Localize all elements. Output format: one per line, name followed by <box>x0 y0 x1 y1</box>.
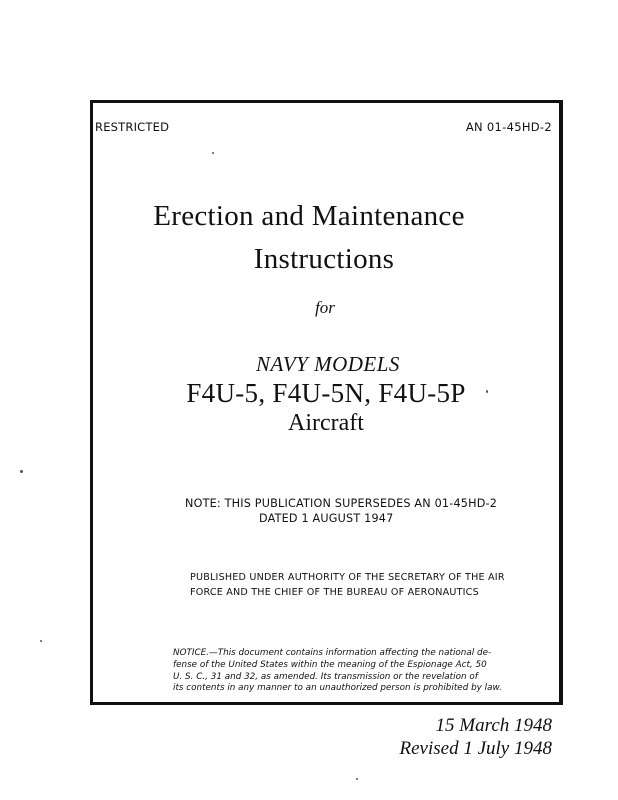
supersedes-note <box>185 496 497 526</box>
aircraft-models: F4U-5, F4U-5N, F4U-5P <box>186 378 466 408</box>
notice-line: U. S. C., 31 and 32, as amended. Its transmission or the revelation of <box>173 671 478 682</box>
document-number: AN 01-45HD-2 <box>465 120 552 134</box>
title-line-2: Instructions <box>253 243 395 275</box>
scan-speck <box>486 390 488 393</box>
published-line-2: FORCE AND THE CHIEF OF THE BUREAU OF AERONAUTICS <box>190 587 479 598</box>
navy-models-heading: NAVY MODELS <box>256 352 400 376</box>
scan-speck <box>40 640 42 642</box>
note-line-2: DATED 1 AUGUST 1947 <box>259 512 394 525</box>
published-line-1: PUBLISHED UNDER AUTHORITY OF THE SECRETARY OF THE AIR <box>190 572 505 583</box>
notice-line: NOTICE.—This document contains information affecting the national de- <box>173 648 492 658</box>
note-line-1: NOTE: THIS PUBLICATION SUPERSEDES AN 01-45HD-2 <box>185 497 498 510</box>
scan-speck <box>20 470 23 473</box>
issue-date: 15 March 1948 <box>435 715 552 736</box>
notice-line: fense of the United States within the meaning of the Espionage Act, 50 <box>173 659 487 670</box>
notice-line: its contents in any manner to an unauthorized person is prohibited by law. <box>173 683 502 694</box>
aircraft-label: Aircraft <box>288 410 364 436</box>
espionage-notice <box>173 648 502 695</box>
classification-label: RESTRICTED <box>95 120 170 134</box>
published-authority <box>190 570 505 600</box>
title-for: for <box>315 298 335 317</box>
title-line-1: Erection and Maintenance <box>153 200 465 232</box>
revised-date: Revised 1 July 1948 <box>399 738 552 759</box>
scan-speck <box>212 152 214 154</box>
scan-speck <box>356 778 358 780</box>
